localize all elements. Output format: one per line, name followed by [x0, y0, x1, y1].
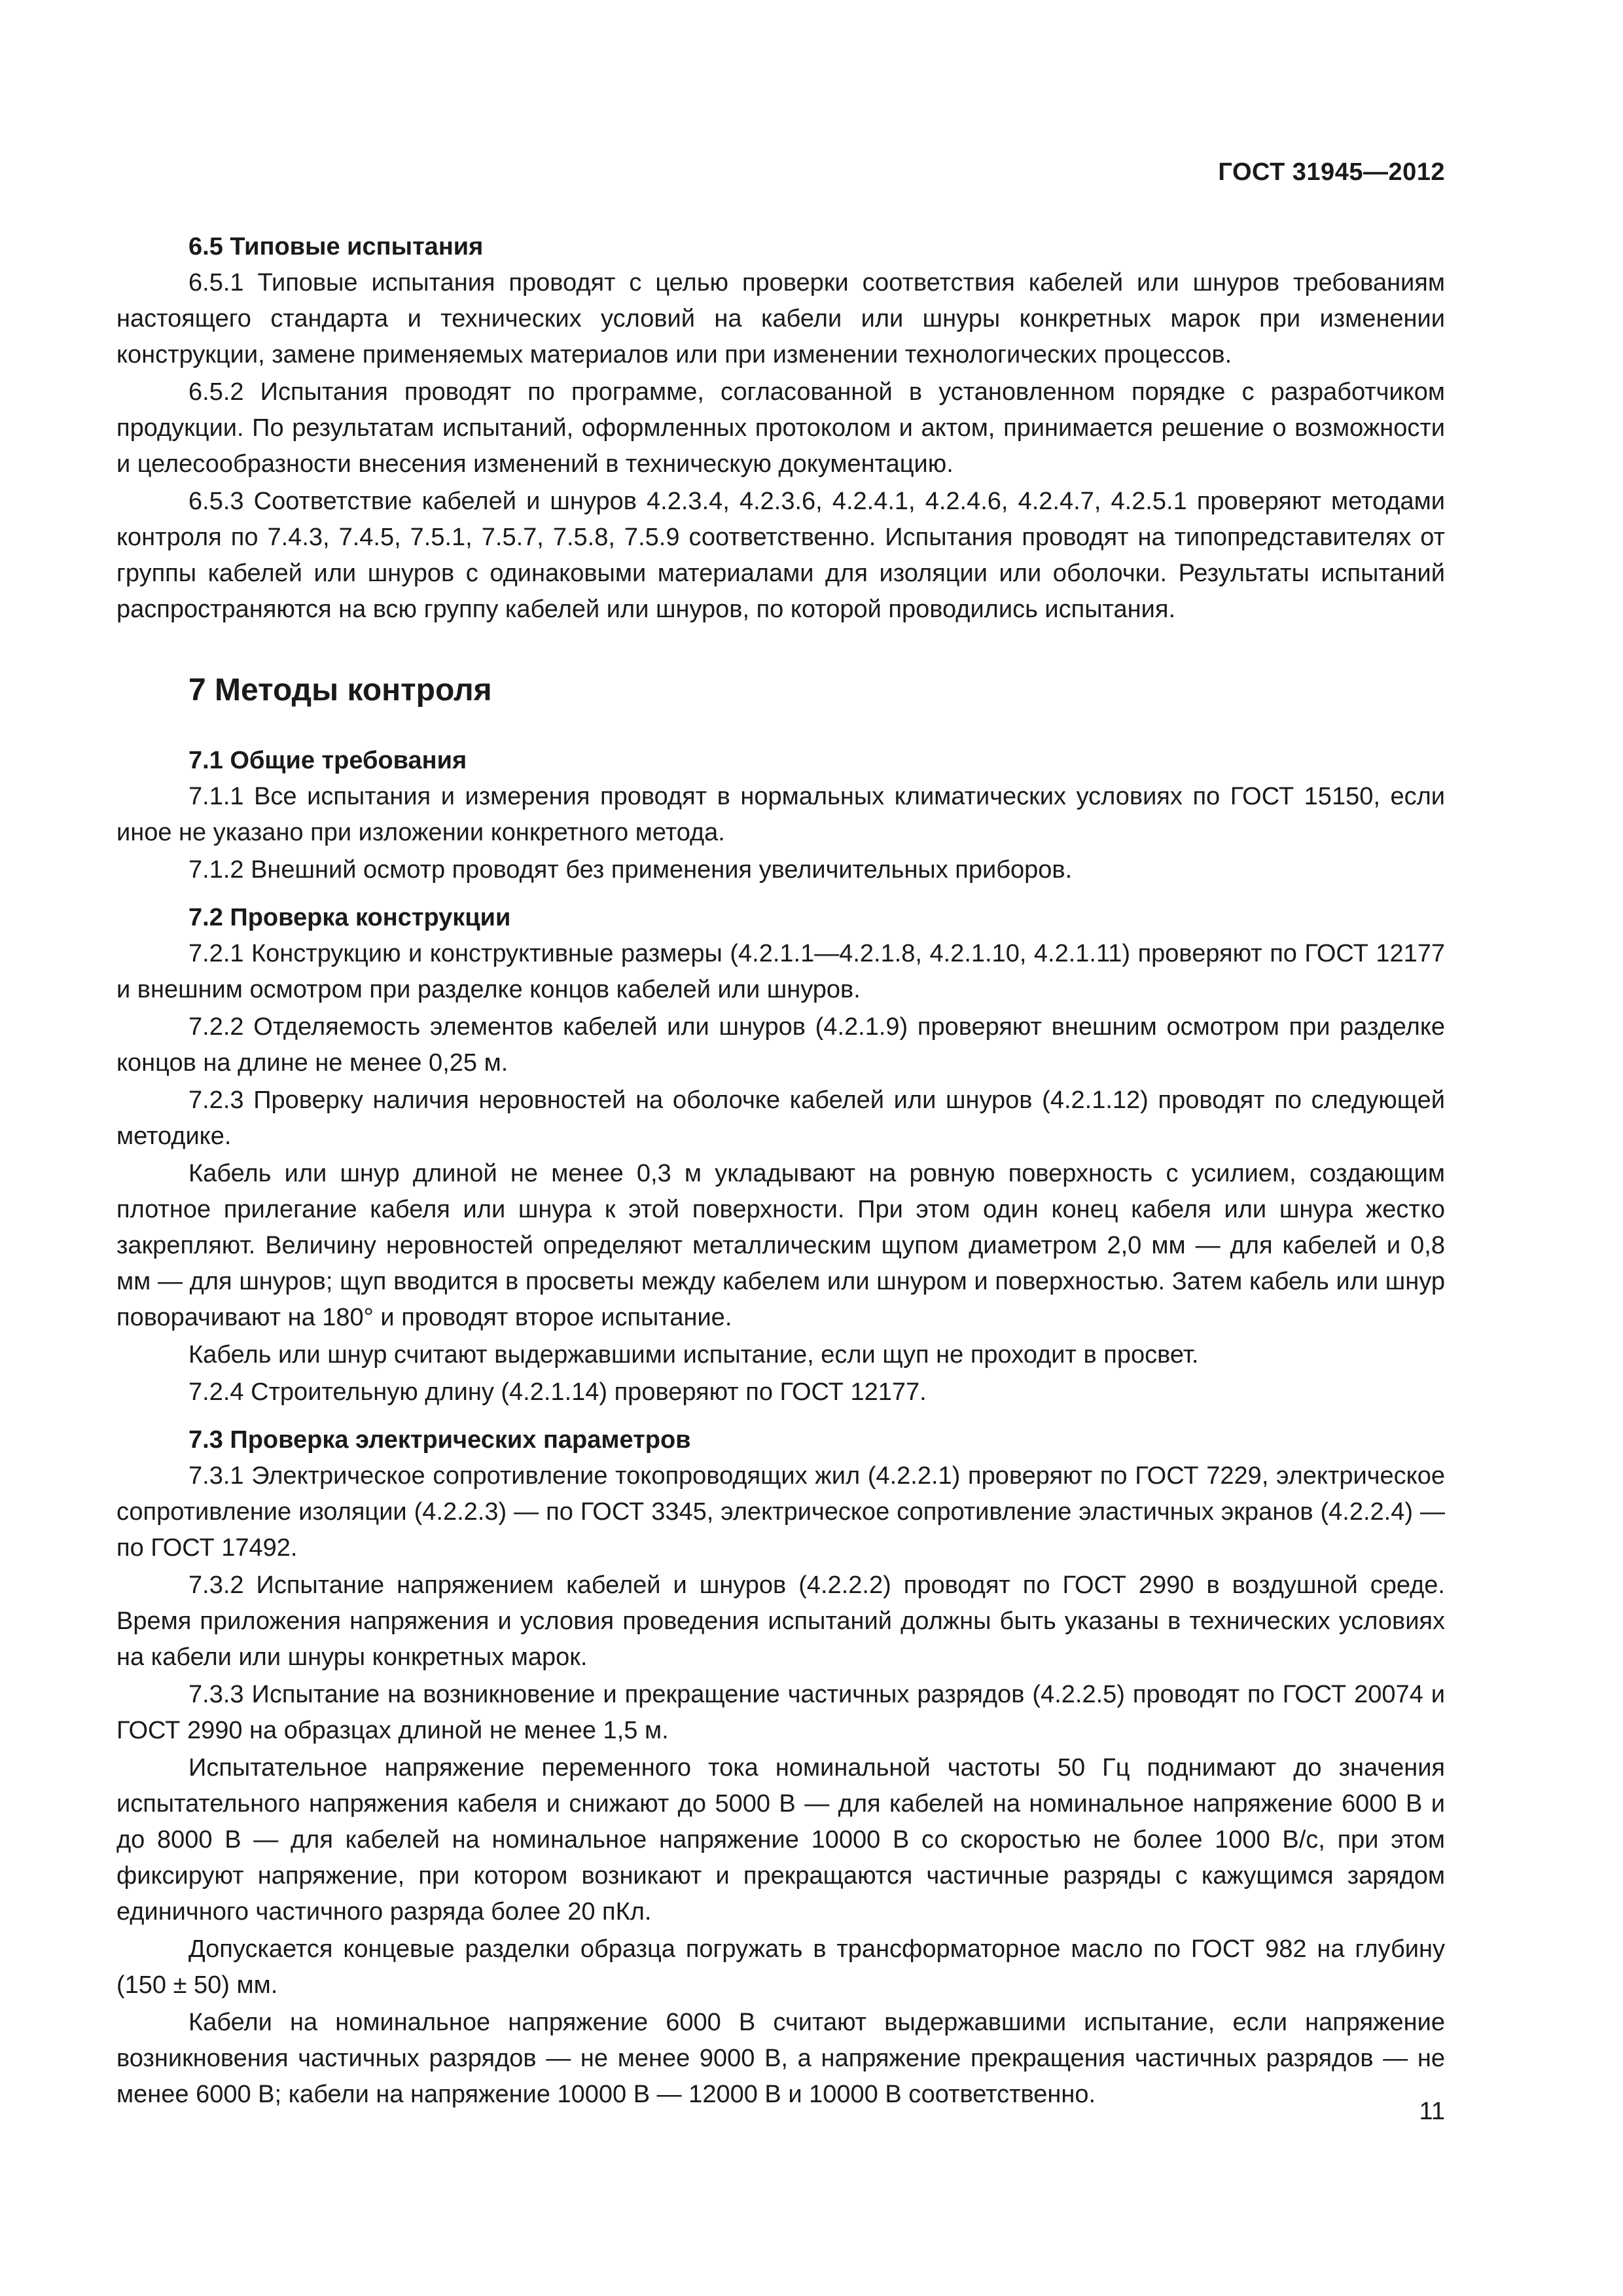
document-page: [116, 0, 1445, 2296]
paragraph-7-2-4: 7.2.4 Строительную длину (4.2.1.14) проверяют по ГОСТ 12177.: [188, 1378, 927, 1406]
paragraph-7-2-3: 7.2.3 Проверку наличия неровностей на оболочке кабелей или шнуров (4.2.1.12) проводят по следующей методике.: [116, 1086, 1445, 1150]
paragraph-7-3-3: 7.3.3 Испытание на возникновение и прекращение частичных разрядов (4.2.2.5) проводят по ГОСТ 20074 и ГОСТ 2990 на образцах длиной не менее 1,5 м.: [116, 1681, 1445, 1744]
paragraph-6-5-1: 6.5.1 Типовые испытания проводят с целью проверки соответствия кабелей или шнуров требованиям настоящего стандарта и технических условий на кабели или шнуры конкретных марок при изменении конструкции, замене применяемых материалов или при изменении технологических процессов.: [116, 269, 1445, 368]
section-heading-7-2: 7.2 Проверка конструкции: [188, 904, 511, 931]
paragraph-7-2-3-criterion: Кабель или шнур считают выдержавшими испытание, если щуп не проходит в просвет.: [188, 1341, 1199, 1369]
document-body: [116, 229, 1445, 2113]
section-heading-7-1: 7.1 Общие требования: [188, 747, 467, 774]
paragraph-7-2-3-method: Кабель или шнур длиной не менее 0,3 м укладывают на ровную поверхность с усилием, создающим плотное прилегание кабеля или шнура к этой поверхности. При этом один конец кабеля или шнура жестко закрепляют. Величину неровностей определяют металлическим щупом диаметром 2,0 мм — для кабелей и 0,8 мм — для шнуров; щуп вводится в просветы между кабелем или шнуром и поверхностью. Затем кабель или шнур поворачивают на 180° и проводят второе испытание.: [116, 1160, 1445, 1331]
paragraph-6-5-2: 6.5.2 Испытания проводят по программе, согласованной в установленном порядке с разработчиком продукции. По результатам испытаний, оформленных протоколом и актом, принимается решение о возможности и целесообразности внесения изменений в техническую документацию.: [116, 378, 1445, 478]
document-code-header: ГОСТ 31945—2012: [1218, 158, 1445, 186]
paragraph-7-3-3-oil: Допускается концевые разделки образца погружать в трансформаторное масло по ГОСТ 982 на глубину (150 ± 50) мм.: [116, 1935, 1445, 1999]
section-heading-6-5: 6.5 Типовые испытания: [188, 233, 484, 260]
paragraph-6-5-3: 6.5.3 Соответствие кабелей и шнуров 4.2.3.4, 4.2.3.6, 4.2.4.1, 4.2.4.6, 4.2.4.7, 4.2.5.1 проверяют методами контроля по 7.4.3, 7.4.5, 7.5.1, 7.5.7, 7.5.8, 7.5.9 соответственно. Испытания проводят на типопредставителях от группы кабелей или шнуров с одинаковыми материалами для изоляции или оболочки. Результаты испытаний распространяются на всю группу кабелей или шнуров, по которой проводились испытания.: [116, 488, 1445, 623]
paragraph-7-3-3-voltage: Испытательное напряжение переменного тока номинальной частоты 50 Гц поднимают до значения испытательного напряжения кабеля и снижают до 5000 В — для кабелей на номинальное напряжение 6000 В и до 8000 В — для кабелей на номинальное напряжение 10000 В со скоростью не более 1000 В/с, при этом фиксируют напряжение, при котором возникают и прекращаются частичные разряды с кажущимся зарядом единичного частичного разряда более 20 пКл.: [116, 1754, 1445, 1926]
paragraph-7-3-3-criterion: Кабели на номинальное напряжение 6000 В считают выдержавшими испытание, если напряжение возникновения частичных разрядов — не менее 9000 В, а напряжение прекращения частичных разрядов — не менее 6000 В; кабели на напряжение 10000 В — 12000 В и 10000 В соответственно.: [116, 2009, 1445, 2108]
paragraph-7-1-2: 7.1.2 Внешний осмотр проводят без применения увеличительных приборов.: [188, 856, 1073, 884]
section-heading-7: 7 Методы контроля: [188, 673, 492, 708]
page-number: 11: [1419, 2098, 1445, 2125]
paragraph-7-1-1: 7.1.1 Все испытания и измерения проводят в нормальных климатических условиях по ГОСТ 15150, если иное не указано при изложении конкретного метода.: [116, 783, 1445, 846]
paragraph-7-2-1: 7.2.1 Конструкцию и конструктивные размеры (4.2.1.1—4.2.1.8, 4.2.1.10, 4.2.1.11) проверяют по ГОСТ 12177 и внешним осмотром при разделке концов кабелей или шнуров.: [116, 940, 1445, 1003]
paragraph-7-3-1: 7.3.1 Электрическое сопротивление токопроводящих жил (4.2.2.1) проверяют по ГОСТ 7229, электрическое сопротивление изоляции (4.2.2.3) — по ГОСТ 3345, электрическое сопротивление эластичных экранов (4.2.2.4) — по ГОСТ 17492.: [116, 1462, 1445, 1562]
paragraph-7-2-2: 7.2.2 Отделяемость элементов кабелей или шнуров (4.2.1.9) проверяют внешним осмотром при разделке концов на длине не менее 0,25 м.: [116, 1013, 1445, 1077]
paragraph-7-3-2: 7.3.2 Испытание напряжением кабелей и шнуров (4.2.2.2) проводят по ГОСТ 2990 в воздушной среде. Время приложения напряжения и условия проведения испытаний должны быть указаны в технических условиях на кабели или шнуры конкретных марок.: [116, 1571, 1445, 1671]
section-heading-7-3: 7.3 Проверка электрических параметров: [188, 1426, 691, 1454]
